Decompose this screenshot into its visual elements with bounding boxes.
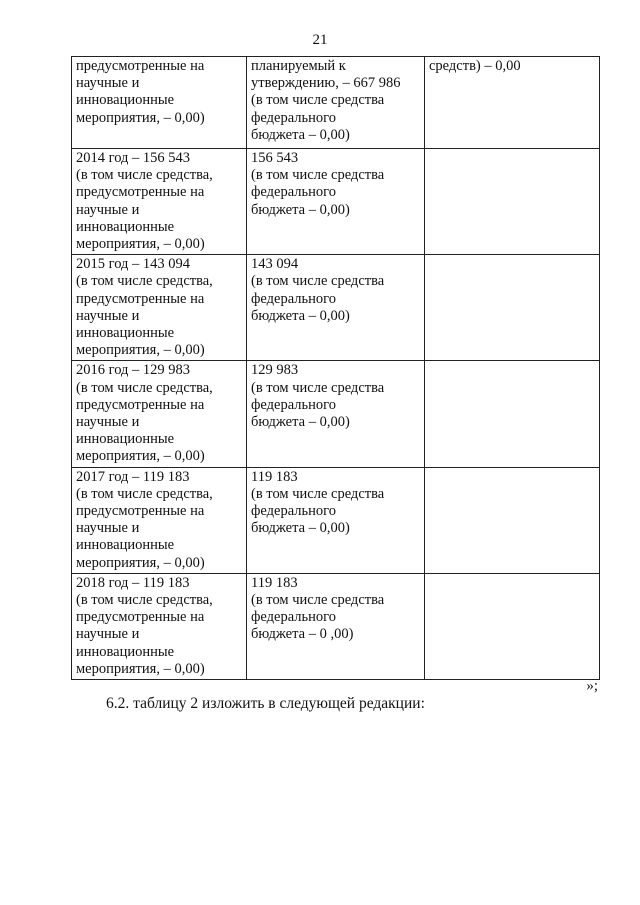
table-cell xyxy=(425,467,600,573)
closing-quote: »; xyxy=(586,678,598,694)
table-cell: 119 183 (в том числе средства федерального бюджета – 0,00) xyxy=(247,467,425,573)
table-row xyxy=(72,573,600,679)
table-cell xyxy=(425,361,600,467)
instruction-text: 6.2. таблицу 2 изложить в следующей редакции: xyxy=(106,695,425,712)
table-cell: 119 183 (в том числе средства федерального бюджета – 0 ,00) xyxy=(247,573,425,679)
table-cell: 2014 год – 156 543 (в том числе средства, предусмотренные на научные и инновационные мероприятия, – 0,00) xyxy=(72,149,247,255)
table-cell: 129 983 (в том числе средства федерального бюджета – 0,00) xyxy=(247,361,425,467)
table-row xyxy=(72,149,600,255)
table-cell: 2016 год – 129 983 (в том числе средства, предусмотренные на научные и инновационные мероприятия, – 0,00) xyxy=(72,361,247,467)
table-cell xyxy=(425,573,600,679)
table-cell xyxy=(425,149,600,255)
table-cell: 2018 год – 119 183 (в том числе средства, предусмотренные на научные и инновационные мероприятия, – 0,00) xyxy=(72,573,247,679)
table-cell: 2017 год – 119 183 (в том числе средства, предусмотренные на научные и инновационные мероприятия, – 0,00) xyxy=(72,467,247,573)
table-cell xyxy=(425,255,600,361)
table-cell: планируемый к утверждению, – 667 986 (в том числе средства федерального бюджета – 0,00) xyxy=(247,57,425,149)
table-row xyxy=(72,57,600,149)
table-cell: средств) – 0,00 xyxy=(425,57,600,149)
table-cell: предусмотренные на научные и инновационные мероприятия, – 0,00) xyxy=(72,57,247,149)
table-cell: 156 543 (в том числе средства федерального бюджета – 0,00) xyxy=(247,149,425,255)
page-number: 21 xyxy=(312,32,328,48)
table-row xyxy=(72,467,600,573)
table-row xyxy=(72,255,600,361)
table-row xyxy=(72,361,600,467)
funding-table xyxy=(71,56,600,680)
table-cell: 2015 год – 143 094 (в том числе средства, предусмотренные на научные и инновационные мероприятия, – 0,00) xyxy=(72,255,247,361)
table-cell: 143 094 (в том числе средства федерального бюджета – 0,00) xyxy=(247,255,425,361)
